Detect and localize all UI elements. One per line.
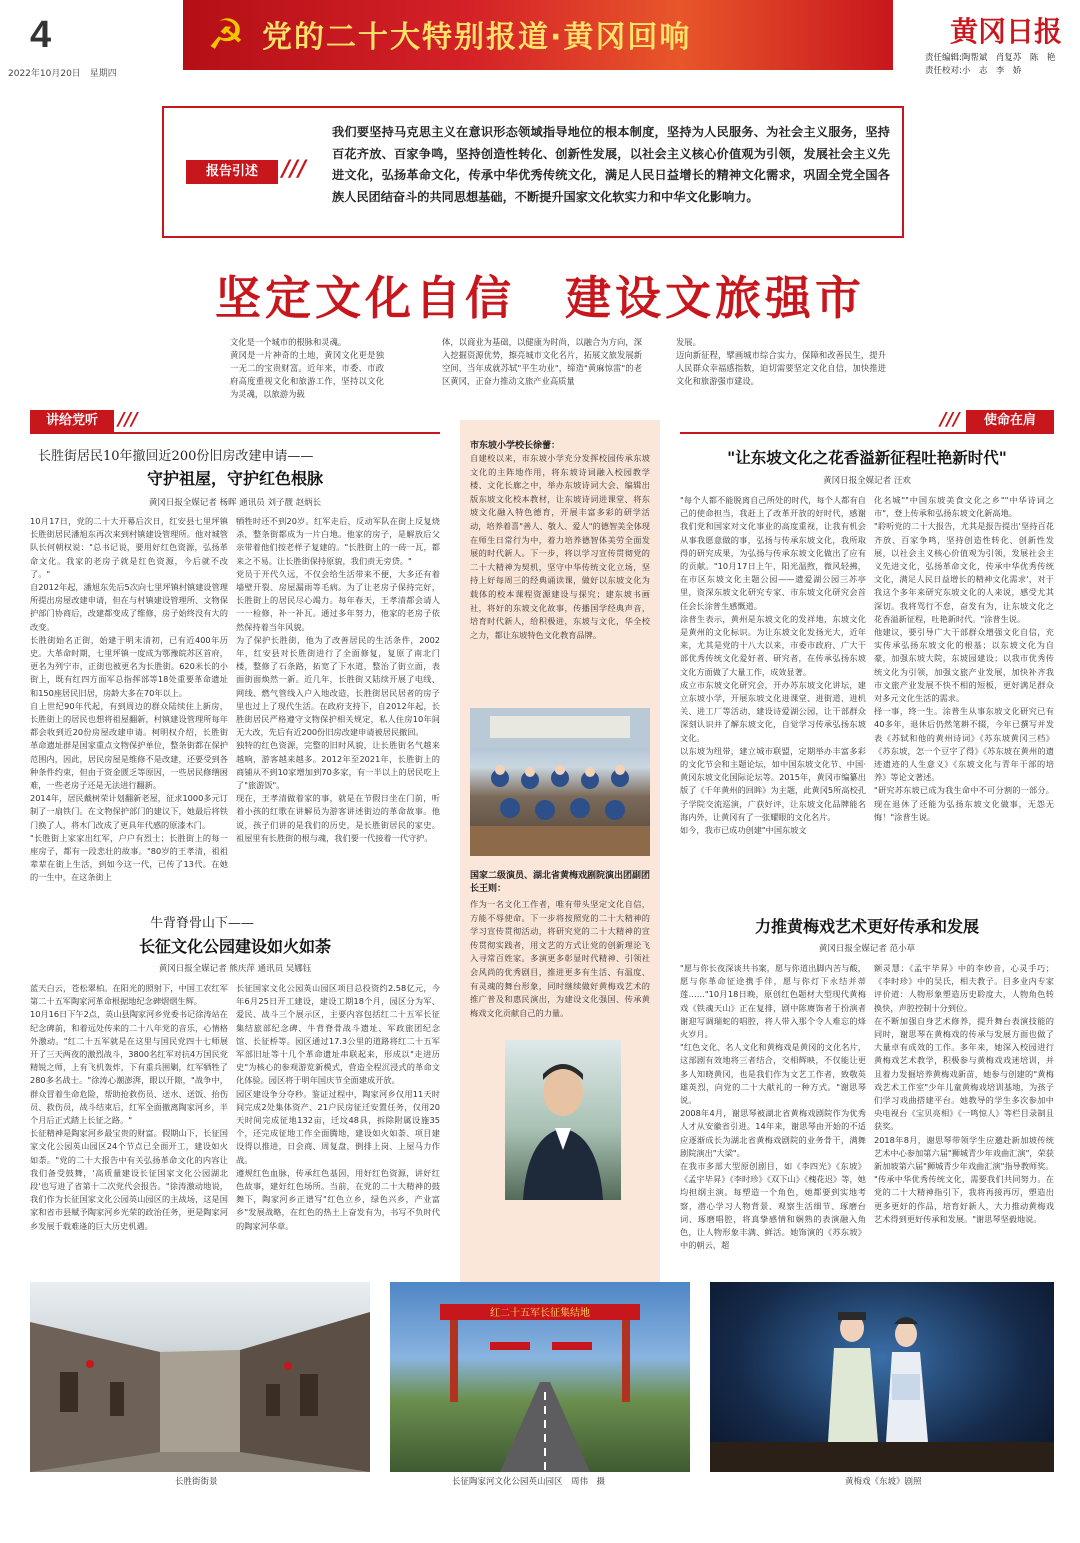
article-title: "让东坡文化之花香溢新征程吐艳新时代" bbox=[727, 448, 1007, 467]
photo-caption: 长胜街街景 bbox=[175, 1477, 218, 1487]
newspaper-masthead: 黄冈日报 bbox=[950, 15, 1063, 48]
issue-date: 2022年10月20日 星期四 bbox=[8, 69, 117, 79]
article-body-col-1: 10月17日，党的二十大开幕后次日，红安县七里坪镇长胜街居民潘旭东再次来到村镇建设管理所。他对城管队长何朝权说："总书记说，要用好红色资源，弘扬革命文化。我家的老房子就是红色资源，今后就不改了。" 自2012年起，潘旭东先后5次向七里坪镇村镇建设管理所提出房屋改建申请，但在与村镇建设管理所、文物保护部门协商后，改建都变成了维修，房子始终没有大的改变。 长胜街始名正街，始建于明末清初，已有近400年历史。大革命时期，七里坪镇一度成为鄂豫皖苏区首府，更名为列宁市，正街也被更名为长胜街。620米长的小街上，既有红四方面军总指挥部等18处重要革命遗址和150座居民旧居，房龄大多在70年以上。 自上世纪90年代起，有到周边的群众陆续住上新房，长胜街上的居民也想将祖屋翻新，村镇建设管理所每年都会收到近20份房屋改建申请。柯明权介绍，长胜街革命遗址群是国家重点文物保护单位，整条街都在保护范围内，因此，居民房屋是维修不是改建，还要受到各种条件约束，但由于资金匮乏等原因，一些居民修缮困难，一些老房子还是无法进行翻新。 2014年，居民戴树荣计划翻新老屋，征求1000多元订制了一扇铁门。在文物保护部门的建议下，她最后将铁门换了人，将木门改成了更具年代感的原漆木门。 "长胜街上家家出红军，户户有烈士；长胜街上的每一座房子，都有一段悲壮的故事。"80岁的王孝清，祖祖辈辈在街上生活，到如今这一代，已传了13代。在她的一生中，在这条街上 bbox=[30, 516, 228, 883]
lead-col-3: 发展。 迈向新征程，擘画城市综合实力，保障和改善民生，提升人民群众幸福感指数，迫切需要坚定文化自信，加快推进文化和旅游强市建设。 bbox=[676, 337, 886, 386]
section-rule-right bbox=[680, 432, 1054, 434]
report-quote-tag: 报告引述 bbox=[186, 160, 278, 184]
interviewee-heading: 国家二级演员、湖北省黄梅戏剧院演出团副团长王则： bbox=[470, 871, 651, 894]
article-body-col-2: 化名城""中国东坡美食文化之乡""中华诗词之市"，登上传承和弘扬东坡文化新高地。 "聆听党的二十大报告，尤其是报告提出'坚持百花齐放、百家争鸣，坚持创造性转化、创新性发展，以社会主义核心价值观为引领，发展社会主义先进文化，弘扬革命文化，传承中华优秀传统文化，满足人民日益增长的精神文化需求'，对于我这个多年来研究东坡文化的人来说，感受尤其深切。我将骂行不怠，奋发有为，让东坡文化之花香溢新征程，吐艳新时代。"涂普生说。 他建议，要引导广大干部群众增强文化自信，充实传承弘扬东坡文化的根基；以东坡文化为自豪，加强东坡大院，东坡园建设；以我市优秀传统文化为引领，加强文旅产业发展，加快补齐我市文旅产业发展不快不相的短板，更好满足群众对多元文化生活的需求。 择一事，终一生。涂普生从事东坡文化研究已有40多年，退休后仍然笔耕不辍，今年已撰写并发表《苏轼和他的黄州诗词》《苏东坡黄冈三档》《苏东坡，怎一个豆字了得》《苏东坡在黄州的遗迹遗迹的人生意义》《东坡文化与青年干部的培养》等论文著述。 "研究苏东坡已成为我生命中不可分割的一部分。现在退休了还能为弘扬东坡文化做事，无怨无悔！"涂普生说。 bbox=[874, 495, 1054, 822]
page-number: 4 bbox=[30, 14, 52, 56]
portrait-photo bbox=[505, 1040, 621, 1200]
classroom-illustration bbox=[470, 708, 650, 856]
interviewee-quote: 自建校以来，市东坡小学充分发挥校园传承东坡文化的主阵地作用，将东坡诗词融入校园教学楼、文化长廊之中，举办东坡诗词大会、编辑出版东坡文化校本教材，让东坡诗词进课堂、将东坡文化融入特色德育，开展丰富多彩的研学活动，培养着喜"善人、敬人、爱人"的德智美全体现在师生日常行为中，着力培养德智体美劳全面发展的时代新人。下一步，将以学习宣传贯彻党的二十大精神为契机，坚守中华传统文化立场，坚持上好每周三的经典诵读课，做好以东坡文化为载体的校本课程资源建设与探究；建东坡书画社，将好的东坡文化故事，传播国学经典声音，培育时代新人，给积极进，东坡与文化，华全校之力，都让东坡特色文化教育品牌。 bbox=[470, 453, 650, 640]
street-illustration bbox=[30, 1282, 370, 1472]
portrait-illustration bbox=[505, 1040, 621, 1200]
article-body-col-1: 蓝天白云，苍松翠柏。在阳光的照射下，中国工农红军第二十五军陶家河革命根据地纪念碑熠熠生辉。 10月16日下午2点，英山县陶家河乡党委书记徐涛站在纪念碑前，和着远处传来的二十八年党的音乐，心情格外激动。"红二十五军就是在这里与国民党四十七师展开了三天两夜的激烈战斗，3800名红军对抗4万国民党精锐之师，上有飞机轰炸，下有重兵围剿，红军牺牲了280多名战士。"徐涛心潮澎湃，眼以开隙，"战争中，群众冒着生命危险，帮助抢救伤员、送水、送饭、抬伤员、救伤员，战斗结束后，红军全面撤离陶家河乡，半个月后正式踏上长征之路。" 长征精神是陶家河乡最宝贵的财富。假期山下，长征国家文化公园英山园区24个节点已全面开工，建设如火如荼。"党的二十大报告中有关弘扬革命文化的内容让我们备受鼓舞，'高质量建设长征国家文化公园湖北段'也写进了省第十二次党代会报告。"徐涛激动地说，我们作为长征国家文化公园英山园区的主战场，这是国家和省市县赋予陶家河乡光荣的政治任务，更是陶家河乡发展千载难逢的巨大历史机遇。 bbox=[30, 983, 228, 1231]
slash-decoration-icon: /// bbox=[118, 409, 138, 430]
article-byline: 黄冈日报全媒记者 汪欢 bbox=[823, 476, 911, 486]
photo-caption: 黄梅戏《东坡》剧照 bbox=[845, 1477, 922, 1487]
section-tag-shimingzaijian: 使命在肩 bbox=[966, 410, 1054, 432]
lead-paragraph bbox=[230, 336, 890, 399]
article-byline: 黄冈日报全媒记者 范小草 bbox=[818, 944, 916, 954]
opera-illustration bbox=[710, 1282, 1054, 1472]
banner-title: 党的二十大特别报道·黄冈回响 bbox=[262, 20, 692, 55]
report-quote-text: 我们要坚持马克思主义在意识形态领域指导地位的根本制度，坚持为人民服务、为社会主义服务，坚持百花齐放、百家争鸣，坚持创造性转化、创新性发展，以社会主义核心价值观为引领，发展社会主义先进文化，弘扬革命文化，传承中华优秀传统文化，满足人民日益增长的精神文化需求，巩固全党全国各族人民团结奋斗的共同思想基础，不断提升国家文化软实力和中华文化影响力。 bbox=[332, 125, 890, 204]
lead-col-2: 体，以商业为基础，以健康为时尚，以融合为方向，深入挖掘资源优势，擦亮城市文化名片，拓展文旅发展新空间，当年成就苏轼"平生功业"，缔造"黄麻惊雷"的老区黄冈，正奋力推动文旅产业高质量 bbox=[442, 337, 642, 386]
article-body-col-2: 牺牲时还不到20岁。红军走后，反动军队在街上反复烧杀，整条街都成为一片白地。他家的房子，是解放后父亲带着他们按老样子复建的。"长胜街上的一砖一瓦，都来之不易。让长胜街保持原貌，我们责无旁贷。" 党员于开代久远，不仅会给生活带来不便，大多还有着墙壁开裂、房屋漏雨等毛病。为了让老房子保持完好，长胜街上的居民尽心竭力。每年春天，王孝清都会请人一一检修，补一补瓦。通过多年努力，他家的老房子依然保持着当年风貌。 为了保护长胜街，他为了改善居民的生活条件，2002年，红安县对长胜街进行了全面修复，复原了南北门楼，整修了石条路，拓宽了下水道，整治了街立面，表面街面焕然一新。近几年，长胜街又陆续开展了电线、网线、燃气管线入户入地改造，长胜街居民居者的房子里也过上了现代生活。在政府支持下，自2012年起，长胜街居民严格遵守文物保护相关规定，私人住房10年间无大改，先后有近200份旧房改建申请被居民撤回。 独特的红色资源，完整的旧时风貌，让长胜街名气越来越响，游客越来越多。2012年至2021年，长胜街上的商铺从不到10家增加到70多家，有一半以上的居民吃上了"旅游饭"。 现在，王孝清做着家的事，就是在节假日坐在门前，听着小孩的红歌在讲解员为游客讲述街边的革命故事。他说，孩子们讲的是我们的历史，是长胜街居民的家史。祖屋里有长胜街的根与魂，我们要一代接着一代守护。 bbox=[236, 516, 440, 843]
slash-decoration-icon: /// bbox=[282, 157, 307, 182]
page-headline: 坚定文化自信 建设文旅强市 bbox=[215, 271, 865, 325]
article-body-col-2: 额灵慧；《孟宇毕昇》中的李妙音，心灵手巧；《李时珍》中的吴氏，相夫教子。目多业内专家评价道：人物形象塑造历史聆度大，人物角色转换快，声腔控制十分到位。 在不断加强自身艺术修养，提升舞台表演技能的同时，谢思琴在黄梅戏的传承与发展方面也做了大量卓有成效的工作。多年来，她深入校园进行黄梅戏艺术教学，积极参与黄梅戏戏迷培训，并且着力发掘培养黄梅戏新苗，她参与创建的"黄梅戏艺术工作室"少年儿童黄梅戏培训基地，为孩子们学习戏曲搭建平台。她教导的学生多次参加中央电视台《宝贝亮相》《一鸣惊人》等栏目录制且获奖。 2018年8月，谢思琴带领学生应邀赴新加坡传统艺术中心参加第六届"狮城青少年戏曲汇演"，荣获新加坡第六届"狮城青少年戏曲汇演"指导教师奖。 "传承中华优秀传统文化，需要我们共同努力。在党的二十大精神指引下，我将再接再厉，塑造出更多更好的作品，培育好新人，大力推动黄梅戏艺术得到更好传承和发展。"谢思琴坚毅地说。 bbox=[874, 963, 1054, 1224]
article-title: 力推黄梅戏艺术更好传承和发展 bbox=[754, 917, 979, 936]
classroom-photo bbox=[470, 708, 650, 856]
section-tag-jianggeidangting: 讲给党听 bbox=[30, 410, 114, 432]
article-byline: 黄冈日报全媒记者 杨晖 通讯员 刘子靓 赵炳长 bbox=[148, 498, 322, 508]
article-kicker: 牛背脊骨山下—— bbox=[150, 916, 255, 931]
lead-col-1: 文化是一个城市的根脉和灵魂。 黄冈是一片神奇的土地，黄冈文化更是独一无二的宝贵财富。近年来，市委、市政府高度重视文化和旅游工作，坚持以文化为灵魂，以旅游为载 bbox=[230, 337, 384, 399]
arch-sign-text: 红二十五军长征集结地 bbox=[490, 1308, 590, 1319]
article-body-col-1: "每个人都不能脱离自己所处的时代，每个人都有自己的使命担当，我赶上了改革开放的好时代，感谢我们党和国家对文化事业的高度重视，让我有机会从事我愿意做的事，弘扬与传承东坡文化，我所取得的研究成果，为弘扬与传承东坡文化做出了应有的贡献。"10月17日上午，阳光温煦，微风轻拂，在市区东坡文化主题公园——遗爱湖公园三苏亭里，资深东坡文化研究专家、市东坡文化研究会首任会长涂普生感慨道。 涂普生表示，黄州是东坡文化的发祥地，东坡文化是黄州的文化标识。为让东坡文化发扬光大，近年来，尤其是党的十八大以来，市委市政府、广大干部优秀传统文化爱好者、研究者，在传承弘扬东坡文化方面做了大量工作，成效显著。 成立市东坡文化研究会，开办苏东坡文化讲坛，建立东坡小学，开展东坡文化进课堂、进街道、进机关、进工厂等活动，建设诗爱湖公园，让干部群众深刻认识并了解东坡文化，自觉学习传承弘扬东坡文化。 以东坡为纽带，建立城市联盟，定期举办丰富多彩的文化节会和主题论坛，如中国东坡文化节、中国·黄冈东坡文化国际论坛等。2015年，黄冈市编纂出版了《千年黄州的回眸》为主题，此黄冈5所高校孔子学院交流巡演，广获好评，让东坡文化品牌能名海内外，让黄冈有了一张耀眼的文化名片。 如今，我市已成功创建"中国东坡文 bbox=[680, 495, 866, 836]
article-kicker: 长胜街居民10年撤回近200份旧房改建申请—— bbox=[38, 449, 314, 464]
photo-caption: 长征陶家河文化公园英山园区 周伟 摄 bbox=[452, 1477, 606, 1487]
street-photo bbox=[30, 1282, 370, 1472]
park-photo bbox=[390, 1282, 690, 1472]
interviewee-heading: 市东坡小学校长徐蕾： bbox=[470, 441, 561, 451]
article-body-col-2: 长征国家文化公园英山园区项目总投资约2.58亿元，今年6月25日开工建设，建设工期18个月，园区分为军、爱民、战斗三个展示区，主要内容包括红二十五军长征集结旅部纪念碑、牛背脊骨战斗遗址、军政旅团纪念馆、长征桥等。园区通过17.3公里的道路将红二十五军军部旧址等十几个革命遗址串联起来，形成以"走进历史"为核心的参观游览新模式，营造全程沉浸式的革命文化体验。园区将于明年国庆节全面建成开放。 园区建设争分夺秒。鉴证过程中，陶家河乡仅用11天时间完成2处集体资产、21户民房征迁安置任务，仅用20天时间完成征地132亩，迁坟48具，拆除附属设施35个，还完成征地工作全面腾地，建设如火如荼、项目建设得以推进，日会商、周复盘，倒排上岗、上屋马力作战。 遵规红色血脉，传承红色基因，用好红色资源，讲好红色故事，建好红色场所。当前，在党的二十大精神的鼓舞下，陶家河乡正谱写"红色立乡，绿色兴乡，产业富乡"发展战略，在红色的热土上奋发有为，书写不负时代的陶家河华章。 bbox=[236, 983, 440, 1231]
editors-line: 责任编辑:陶帮斌 肖复苏 陈 艳 bbox=[925, 53, 1056, 63]
proofreaders-line: 责任校对:小 志 李 娇 bbox=[925, 66, 1022, 76]
article-byline: 黄冈日报全媒记者 熊庆萍 通讯员 吴娜钰 bbox=[158, 964, 312, 974]
party-emblem-icon: ☭ bbox=[207, 10, 245, 59]
article-body-col-1: "愿与你长夜深谈共书案，愿与你道出脚内苦与酸，愿与你革命征途携手伴，愿与你灯下永结并蒂莲……"10月18日晚，原创红色题材大型现代黄梅戏《铁魂天山》正在复排，剧中陈赓饰者于扮演者谢迎写调瑞蛇的唱腔，将人带入那个令人难忘的烽火岁月。 "红色文化、名人文化和黄梅戏是黄冈的文化名片，这部剧有效地将三者结合，交相辉映，不仅能让更多人知晓黄冈，也是我们作为文艺工作者，致敬英雄英烈，向党的二十大献礼的一种方式。"谢思琴说。 2008年4月，谢思琴被湖北省黄梅戏剧院作为优秀人才从安徽省引进。14年来，谢思琴由开始的不适应逐渐成长为湖北省黄梅戏剧院的业务骨干，满舞剧院演出"大梁"。 在我市多部大型原创剧目，如《李四光》《东坡》《孟宇毕昇》《李时珍》《双下山》《槐花迟》等，她均担纲主演。每塑造一个角色，她都要到实地考察，潜心学习人物背景、观察生活细节、琢磨台词、琢磨唱腔，将真挚感情和娴熟的表演融入角色，让人物形象丰满、鲜活。她饰演的《苏东坡》中的朝云，超 bbox=[680, 963, 866, 1251]
interviewee-quote: 作为一名文化工作者，唯有带头坚定文化自信，方能不辱使命。下一步将按照党的二十大精神的学习宣传贯彻活动，将研究党的二十大精神的宣传贯彻实践者，用文艺的方式让党的创新理论飞入寻常百姓家。多演更多彰显时代精神、引领社会风尚的优秀剧目，推进更多有生活、有温度、有灵魂的舞台形象，同时继续做好黄梅戏艺术的推广普及和惠民演出，为建设文化强国、传承黄梅戏文化贡献自己的力量。 bbox=[470, 899, 650, 1018]
article-title: 守护祖屋，守护红色根脉 bbox=[146, 469, 323, 488]
park-illustration bbox=[390, 1282, 690, 1472]
editors-credit bbox=[925, 52, 1055, 78]
opera-photo bbox=[710, 1282, 1054, 1472]
slash-decoration-icon: /// bbox=[940, 409, 960, 430]
article-title: 长征文化公园建设如火如荼 bbox=[138, 937, 331, 956]
section-rule-left bbox=[30, 432, 440, 434]
